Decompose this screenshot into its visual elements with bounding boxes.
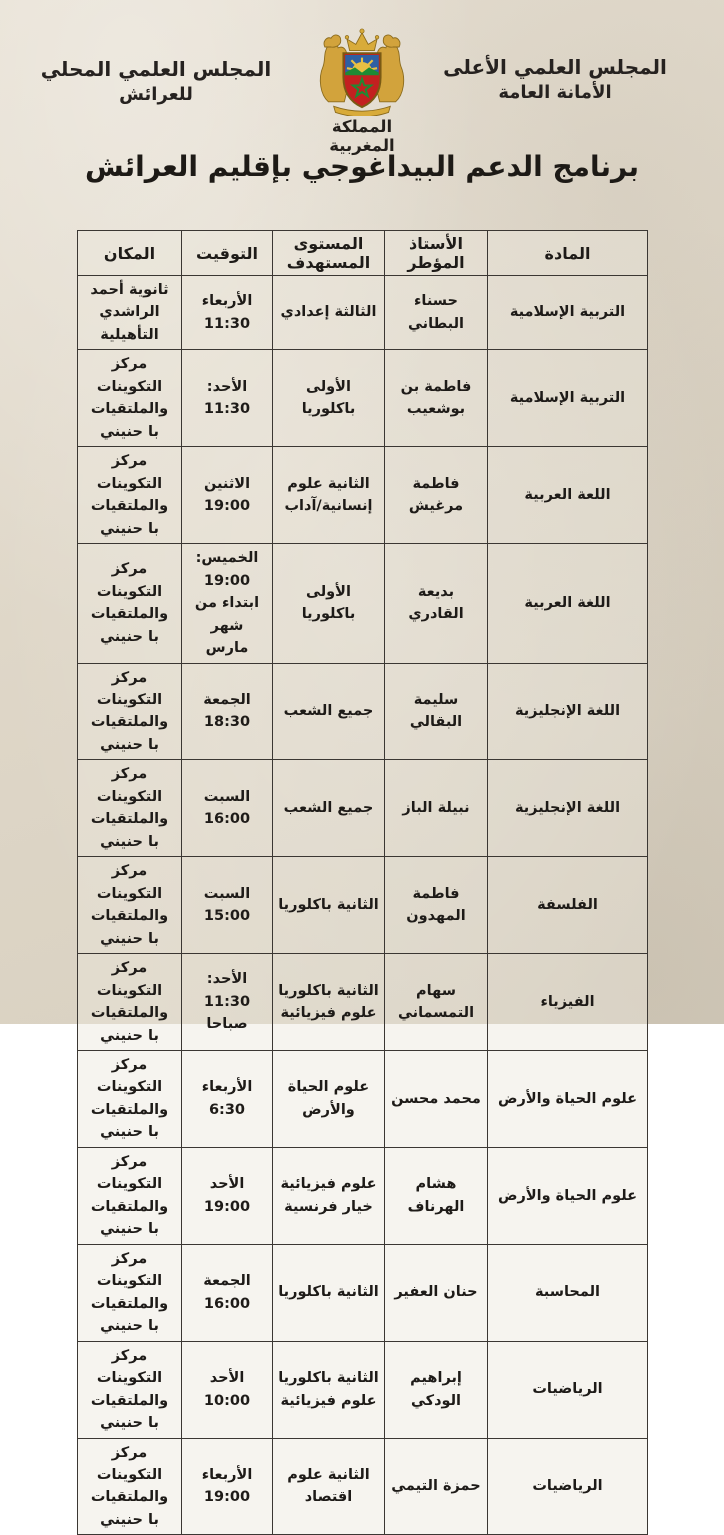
cell-teacher: سهام التمسماني (385, 954, 488, 1051)
cell-location: مركز التكوينات والملتقيات با حنيني (78, 857, 182, 954)
cell-subject: اللغة الإنجليزية (488, 663, 648, 760)
schedule-table (77, 230, 648, 1535)
cell-time: الأربعاء 6:30 (182, 1051, 273, 1148)
cell-time: الأحد: 11:30 (182, 350, 273, 447)
cell-subject: اللغة الإنجليزية (488, 760, 648, 857)
cell-time: الخميس: 19:00 ابتداء من شهر مارس (182, 544, 273, 663)
table-row (78, 544, 648, 663)
cell-subject: التربية الإسلامية (488, 350, 648, 447)
cell-teacher: فاطمة المهدون (385, 857, 488, 954)
cell-teacher: فاطمة مرغيش (385, 447, 488, 544)
cell-time: الجمعة 18:30 (182, 663, 273, 760)
table-row (78, 1147, 648, 1244)
cell-level: الثانية علوم اقتصاد (273, 1438, 385, 1535)
cell-teacher: حمزة التيمي (385, 1438, 488, 1535)
table-row (78, 1244, 648, 1341)
cell-level: الثانية باكلوريا علوم فيزيائية (273, 954, 385, 1051)
cell-level: الثالثة إعدادي (273, 276, 385, 350)
council-local-line1: المجلس العلمي المحلي (40, 57, 272, 81)
table-row (78, 350, 648, 447)
cell-teacher: نبيلة الباز (385, 760, 488, 857)
cell-level: الثانية باكلوريا (273, 1244, 385, 1341)
cell-level: الثانية باكلوريا علوم فيزيائية (273, 1341, 385, 1438)
cell-location: مركز التكوينات والملتقيات با حنيني (78, 1341, 182, 1438)
coat-of-arms (302, 24, 422, 155)
table-row (78, 857, 648, 954)
cell-teacher: محمد محسن (385, 1051, 488, 1148)
cell-subject: التربية الإسلامية (488, 276, 648, 350)
cell-time: الاثنين 19:00 (182, 447, 273, 544)
cell-location: مركز التكوينات والملتقيات با حنيني (78, 1051, 182, 1148)
moroccan-coat-of-arms-icon (308, 24, 416, 116)
cell-teacher: هشام الهرناف (385, 1147, 488, 1244)
table-row (78, 954, 648, 1051)
table-row (78, 1051, 648, 1148)
header-level: المستوى المستهدف (273, 231, 385, 276)
header-location: المكان (78, 231, 182, 276)
council-local-block (36, 56, 276, 107)
cell-subject: المحاسبة (488, 1244, 648, 1341)
cell-subject: الرياضيات (488, 1341, 648, 1438)
table-row (78, 760, 648, 857)
cell-level: علوم فيزيائية خيار فرنسية (273, 1147, 385, 1244)
cell-teacher: إبراهيم الودكي (385, 1341, 488, 1438)
cell-level: الثانية باكلوريا (273, 857, 385, 954)
cell-location: مركز التكوينات والملتقيات با حنيني (78, 350, 182, 447)
council-supreme-line1: المجلس العلمي الأعلى (443, 55, 667, 79)
cell-subject: علوم الحياة والأرض (488, 1147, 648, 1244)
cell-subject: الفلسفة (488, 857, 648, 954)
cell-time: السبت 15:00 (182, 857, 273, 954)
cell-level: علوم الحياة والأرض (273, 1051, 385, 1148)
cell-location: مركز التكوينات والملتقيات با حنيني (78, 760, 182, 857)
header-teacher: الأستاذ المؤطر (385, 231, 488, 276)
cell-location: مركز التكوينات والملتقيات با حنيني (78, 1244, 182, 1341)
table-row (78, 1341, 648, 1438)
cell-level: الأولى باكلوريا (273, 350, 385, 447)
table-row (78, 276, 648, 350)
cell-subject: اللغة العربية (488, 544, 648, 663)
cell-time: الأحد: 11:30 صباحا (182, 954, 273, 1051)
cell-level: جميع الشعب (273, 663, 385, 760)
table-row (78, 447, 648, 544)
kingdom-label: المملكة المغربية (329, 117, 395, 155)
table-row (78, 1438, 648, 1535)
cell-teacher: حنان العفير (385, 1244, 488, 1341)
page-title: برنامج الدعم البيداغوجي بإقليم العرائش (85, 150, 639, 183)
cell-time: الأحد 19:00 (182, 1147, 273, 1244)
cell-teacher: فاطمة بن بوشعيب (385, 350, 488, 447)
schedule-table-body (78, 276, 648, 1535)
cell-subject: اللعة العربية (488, 447, 648, 544)
cell-teacher: حسناء البطاني (385, 276, 488, 350)
header-time: التوقيت (182, 231, 273, 276)
cell-level: جميع الشعب (273, 760, 385, 857)
cell-subject: علوم الحياة والأرض (488, 1051, 648, 1148)
cell-subject: الفيزياء (488, 954, 648, 1051)
cell-time: السبت 16:00 (182, 760, 273, 857)
cell-time: الأربعاء 19:00 (182, 1438, 273, 1535)
cell-level: الثانية علوم إنسانية/آداب (273, 447, 385, 544)
cell-subject: الرياضيات (488, 1438, 648, 1535)
cell-time: الجمعة 16:00 (182, 1244, 273, 1341)
cell-level: الأولى باكلوريا (273, 544, 385, 663)
cell-teacher: سليمة البقالي (385, 663, 488, 760)
cell-time: الأحد 10:00 (182, 1341, 273, 1438)
cell-location: مركز التكوينات والملتقيات با حنيني (78, 544, 182, 663)
table-header-row (78, 231, 648, 276)
cell-location: مركز التكوينات والملتقيات با حنيني (78, 663, 182, 760)
cell-time: الأربعاء 11:30 (182, 276, 273, 350)
council-supreme-line2: الأمانة العامة (498, 82, 612, 103)
table-row (78, 663, 648, 760)
cell-location: ثانوية أحمد الراشدي التأهيلية (78, 276, 182, 350)
cell-location: مركز التكوينات والملتقيات با حنيني (78, 1438, 182, 1535)
cell-teacher: بديعة القادري (385, 544, 488, 663)
council-supreme-block (430, 54, 680, 105)
cell-location: مركز التكوينات والملتقيات با حنيني (78, 1147, 182, 1244)
council-local-line2: للعرائش (119, 84, 193, 105)
header-subject: المادة (488, 231, 648, 276)
cell-location: مركز التكوينات والملتقيات با حنيني (78, 954, 182, 1051)
cell-location: مركز التكوينات والملتقيات با حنيني (78, 447, 182, 544)
